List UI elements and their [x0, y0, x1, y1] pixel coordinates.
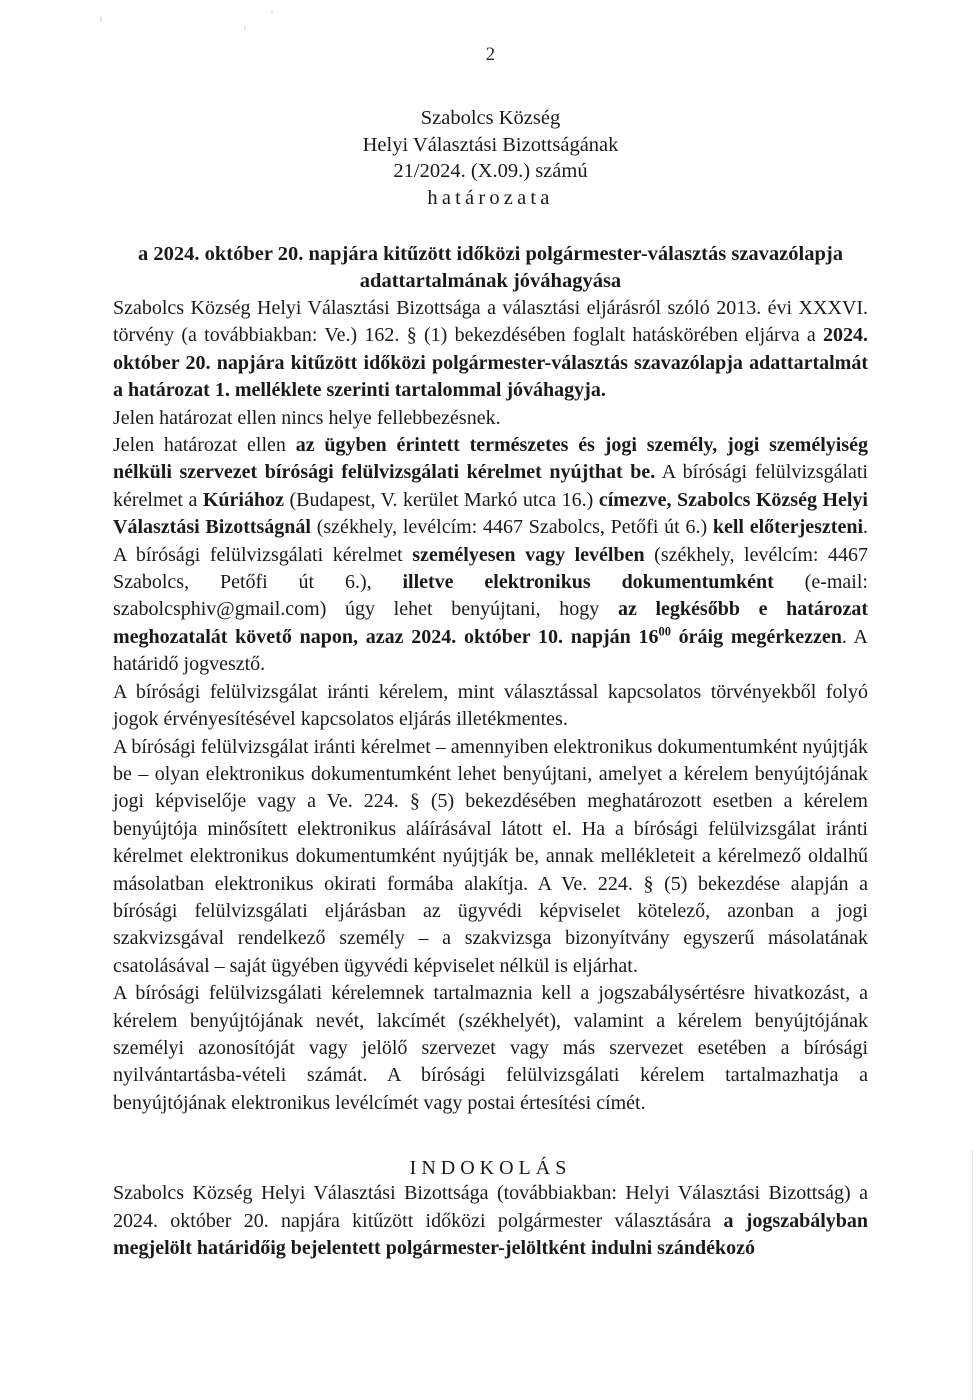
paragraph-required-content: A bírósági felülvizsgálati kérelemnek tartalmaznia kell a jogszabálysértésre hivatkozást, a kérelem benyújtójának nevét, lakcímét (székhelyét), valamint a kérelem benyújtójának személyi azonosítóját vagy jelölő szervezet vagy más szervezet esetében a bírósági nyilvántartásba-vételi számát. A bírósági felülvizsgálati kérelem tartalmazhatja a benyújtójának elektronikus levélcímét vagy postai értesítési címét.: [113, 982, 868, 1114]
paragraph-decision: [113, 295, 868, 405]
header-line-municipality: Szabolcs Község: [420, 107, 561, 129]
review-text-m: (e-mail: szabolcsphiv@gmail.com) úgy lehet benyújtani, hogy: [113, 571, 868, 621]
scan-edge-artifact: [972, 1150, 973, 1400]
header-line-committee: Helyi Választási Bizottságának: [362, 133, 619, 156]
section-heading-indoklas: INDOKOLÁS: [409, 1157, 572, 1180]
paragraph-electronic-submission: A bírósági felülvizsgálat iránti kérelmet – amennyiben elektronikus dokumentumként nyújtják be – olyan elektronikus dokumentumként lehet benyújtani, amelyet a kérelem benyújtójának jogi képviselője vagy a Ve. 224. § (5) bekezdésében meghatározott esetben a kérelem benyújtója minősített elektronikus aláírásával látott el. Ha a bírósági felülvizsgálat iránti kérelmet elektronikus dokumentumként nyújtják be, annak mellékleteit a kérelmező oldalhű másolatban elektronikus okirati formába alakítja. A Ve. 224. § (5) bekezdése alapján a bírósági felülvizsgálati eljárásban az ügyvédi képviselet kötelező, azonban a jogi szakvizsgával rendelkező személy – a szakvizsga bizonyítvány egyszerű másolatának csatolásával – saját ügyében ügyvédi képviselet nélkül is eljárhat.: [113, 735, 868, 977]
document-subject: [113, 241, 868, 295]
review-text-n: az legkésőbb e határozat meghozatalát követő napon, azaz 2024. október 10. napján 16: [113, 598, 868, 648]
review-text-p: . A határidő jogvesztő.: [113, 625, 868, 676]
paragraph-fee-exempt: A bírósági felülvizsgálat iránti kérelem, mint választással kapcsolatos törvényekből folyó jogok érvényesítésével kapcsolatos eljárás illetékmentes.: [113, 680, 868, 731]
review-text-j: személyesen vagy levélben: [412, 543, 645, 566]
reasoning-text-a: Szabolcs Község Helyi Választási Bizottsága (továbbiakban: Helyi Választási Bizottság) a 2024. október 20. napjára kitűzött időközi polgármester választására: [113, 1182, 868, 1232]
paragraph-reasoning-first: [113, 1180, 868, 1262]
header-line-decision-word: határozata: [427, 186, 554, 209]
subject-line-2: adattartalmának jóváhagyása: [359, 270, 622, 292]
paragraph-no-appeal: Jelen határozat ellen nincs helye fellebbezésnek.: [113, 406, 501, 429]
review-text-i: . A bírósági felülvizsgálati kérelmet: [113, 516, 869, 566]
review-text-k: (székhely, levélcím: 4467 Szabolcs, Petőfi út 6.),: [113, 543, 869, 594]
page-number: 2: [485, 44, 496, 65]
review-text-kuria: Kúriához: [202, 488, 284, 511]
review-text-h: kell előterjeszteni: [712, 516, 864, 539]
document-body: [113, 0, 868, 1262]
reasoning-text-b: a jogszabályban megjelölt határidőig bejelentett polgármester-jelöltként indulni szándékozó: [113, 1209, 868, 1259]
review-text-l: illetve elektronikus dokumentumként: [402, 571, 774, 594]
review-text-b: az ügyben érintett természetes és jogi személy, jogi személyiség nélküli szervezet bírósági felülvizsgálati kérelmet nyújthat be.: [113, 434, 868, 484]
review-text-f: címezve, Szabolcs Község Helyi Választási Bizottságnál: [113, 488, 868, 539]
header-line-decision-number: 21/2024. (X.09.) számú: [393, 160, 588, 182]
subject-line-1: a 2024. október 20. napjára kitűzött időközi polgármester-választás szavazólapja: [138, 243, 843, 265]
review-text-o: óráig megérkezzen: [670, 625, 842, 648]
review-text-e: (Budapest, V. kerület Markó utca 16.): [283, 488, 599, 511]
decision-intro-text: Szabolcs Község Helyi Választási Bizottsága a választási eljárásról szóló 2013. évi XXXVI. törvény (a továbbiakban: Ve.) 162. § (1) bekezdésében foglalt hatáskörében eljárva a: [113, 297, 868, 347]
paragraph-judicial-review: [113, 432, 868, 679]
review-text-c: A bírósági felülvizsgálati kérelmet a: [113, 461, 868, 511]
document-header: [113, 105, 868, 211]
decision-emphasis-text: 2024. október 20. napjára kitűzött időközi polgármester-választás szavazólapja adattartalmát a határozat 1. melléklete szerinti tartalommal jóváhagyja.: [113, 324, 868, 402]
review-text-g: (székhely, levélcím: 4467 Szabolcs, Petőfi út 6.): [310, 516, 713, 539]
review-deadline-superscript: 00: [658, 624, 671, 639]
scan-speck: [100, 17, 102, 22]
review-text-a: Jelen határozat ellen: [113, 434, 296, 457]
